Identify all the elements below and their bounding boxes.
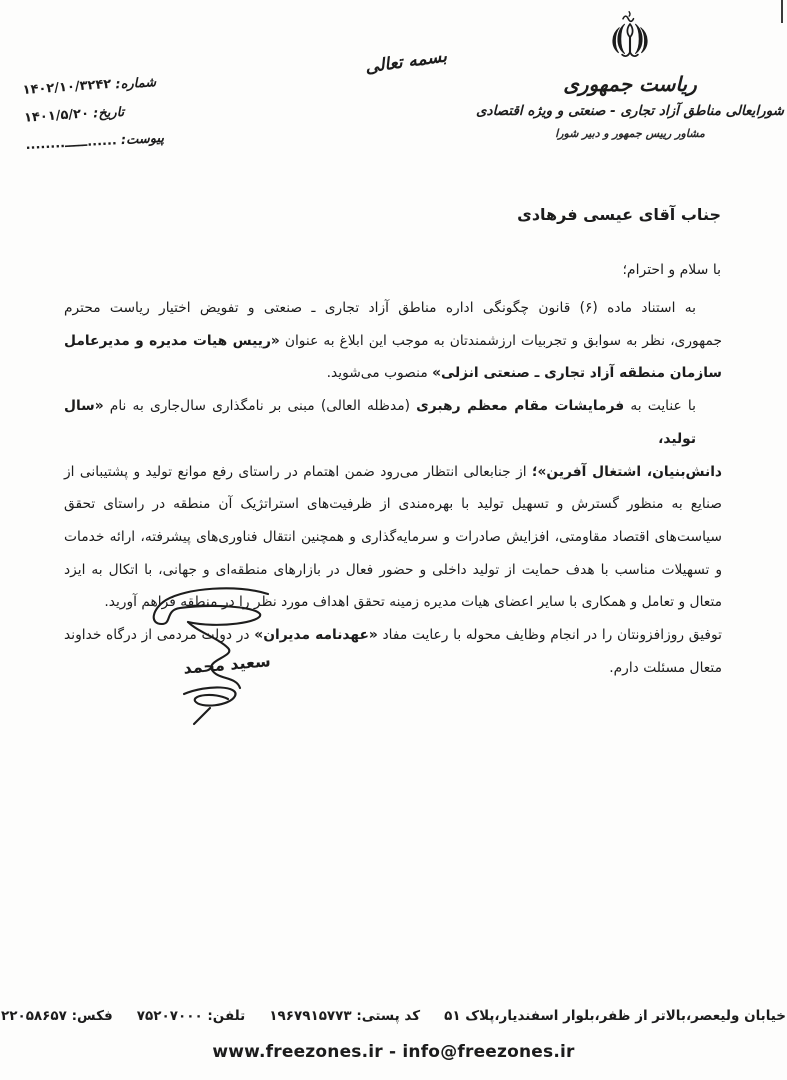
- footer-address: خیابان ولیعصر،بالاتر از ظفر،بلوار اسفندیار،پلاک ۵۱: [444, 1008, 787, 1024]
- body-line: [64, 325, 722, 358]
- body-text-bold: «سال تولید،: [64, 398, 696, 447]
- body-line: [64, 357, 722, 390]
- footer-phone: [137, 1008, 245, 1024]
- body-text: به استناد ماده (۶) قانون چگونگی اداره مناطق آزاد تجاری ـ صنعتی و تفویض اختیار ریاست محترم: [64, 300, 696, 316]
- body-line: [64, 521, 722, 554]
- attachment-label: پیوست:: [120, 130, 165, 149]
- footer-web-email: www.freezones.ir - info@freezones.ir: [212, 1042, 575, 1062]
- body-text: (مدظله العالی) مبنی بر نامگذاری سال‌جاری به نام: [103, 398, 417, 415]
- number-value: ۱۴۰۲/۱۰/۳۲۴۲: [22, 76, 112, 98]
- org-title: ریاست جمهوری: [563, 72, 697, 96]
- body-text-bold: دانش‌بنیان، اشتغال آفرین»؛: [532, 463, 723, 480]
- footer-postal: [269, 1008, 420, 1024]
- body-text: صنایع به منظور گسترش و تسهیل تولید با بهره‌مندی از ظرفیت‌های استراتژیک آن منطقه در راستای تحقق: [64, 496, 722, 513]
- iran-allah-emblem-icon: [602, 8, 658, 68]
- body-text: متعال و تعامل و همکاری با سایر اعضای هیات مدیره زمینه تحقق اهداف مورد نظر را در منطقه فراهم آورید.: [104, 594, 722, 611]
- footer-fax: [1, 1008, 113, 1024]
- body-text-bold: فرمایشات مقام معظم رهبری: [416, 398, 625, 415]
- date-label: تاریخ:: [92, 104, 125, 122]
- body-text: با عنایت به: [624, 398, 696, 415]
- postal-value: ۱۹۶۷۹۱۵۷۷۳: [269, 1008, 352, 1024]
- letterhead: [475, 8, 785, 140]
- attachment-value: ......ـــــ........: [25, 133, 118, 154]
- phone-value: ۷۵۲۰۷۰۰۰: [136, 1008, 203, 1024]
- body-text: منصوب می‌شوید.: [326, 365, 433, 382]
- recipient-name: جناب آقای عیسی فرهادی: [517, 205, 721, 224]
- number-label: شماره:: [115, 75, 157, 93]
- body-text-bold: سازمان منطقه آزاد تجاری ـ صنعتی انزلی»: [432, 365, 722, 382]
- body-text: در دولت مردمی از درگاه خداوند: [64, 627, 255, 644]
- body-text: متعال مسئلت دارم.: [609, 659, 722, 676]
- postal-label: کد پستی:: [356, 1008, 421, 1024]
- body-text-bold: «عهدنامه مدیران»: [254, 627, 378, 644]
- phone-label: تلفن:: [207, 1008, 246, 1024]
- body-text-bold: «رییس هیات مدیره و مدیرعامل: [64, 332, 280, 349]
- org-role: مشاور رییس جمهور و دبیر شورا: [555, 127, 705, 140]
- body-text: از جنابعالی انتظار می‌رود ضمن اهتمام در راستای رفع موانع تولید و پشتیبانی از: [64, 463, 532, 480]
- body-text: سیاست‌های اقتصاد مقاومتی، افزایش صادرات و سرمایه‌گذاری و همچنین انتقال فناوری‌های پیشرفته، ارائه خدمات: [64, 528, 722, 545]
- body-text: و تسهیلات مناسب با هدف حمایت از تولید داخلی و حضور فعال در بازارهای منطقه‌ای و جهانی، با اتکال به ایزد: [64, 561, 722, 578]
- body-line: [64, 292, 722, 325]
- body-line: [64, 488, 722, 521]
- body-text: جمهوری، نظر به سوابق و تجربیات ارزشمندتان به موجب این ابلاغ به عنوان: [279, 332, 722, 349]
- org-subtitle: شورایعالی مناطق آزاد تجاری - صنعتی و ویژه اقتصادی: [475, 103, 784, 119]
- ref-block: [22, 68, 186, 160]
- date-value: ۱۴۰۱/۵/۲۰: [23, 106, 90, 126]
- fax-value: ۲۲۰۵۸۶۵۷: [0, 1008, 67, 1024]
- signer-name: سعید محمد: [182, 651, 272, 678]
- body-line: [64, 390, 722, 455]
- besmellah: بسمه تعالی: [363, 46, 449, 78]
- fax-label: فکس:: [71, 1008, 113, 1024]
- body-text: توفیق روزافزونتان را در انجام وظایف محوله با رعایت مفاد: [377, 627, 722, 644]
- body-line: [64, 456, 722, 489]
- footer-contact-line: [0, 1008, 787, 1024]
- salutation: با سلام و احترام؛: [622, 262, 721, 278]
